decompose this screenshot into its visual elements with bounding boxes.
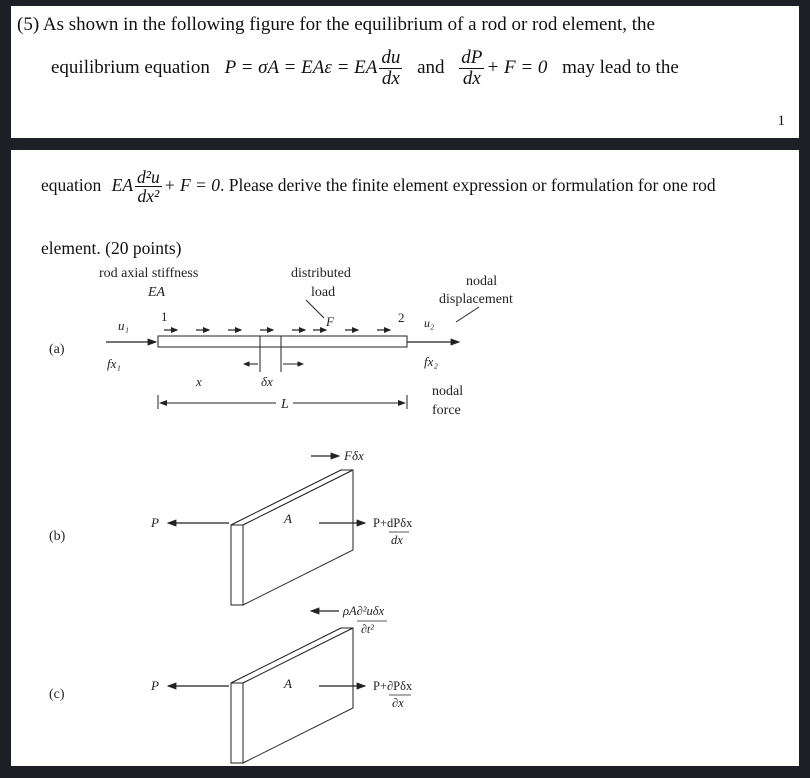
question-text-1: As shown in the following figure for the equilibrium of a rod or rod element, the (42, 14, 655, 35)
equation-1-fraction: $\frac{du}{dx}$ (381, 47, 401, 89)
equation-3-tail: + F = 0 (163, 174, 220, 195)
fig-a-u2: u₂ (424, 316, 435, 330)
fig-b-P: P (151, 515, 159, 530)
question-line-2 (51, 48, 679, 89)
rod-figure (11, 150, 799, 766)
fig-a-rod (158, 336, 407, 347)
fig-a-x: x (196, 374, 202, 389)
fig-c-top-den: ∂t² (361, 622, 374, 636)
fig-a-node2: 2 (398, 310, 405, 325)
fig-a-force-label-2: force (432, 403, 461, 418)
equation-2-tail: + F = 0 (486, 56, 548, 78)
fig-a-label: (a) (49, 342, 65, 357)
and-word: and (417, 56, 445, 78)
fig-c-label: (c) (49, 687, 65, 702)
question-text-2-pre: equilibrium equation (51, 56, 210, 78)
fig-b-right-den: dx (391, 533, 403, 547)
question-card-bottom (11, 150, 799, 766)
fig-b-label: (b) (49, 529, 66, 544)
fig-a-disp-pointer (456, 307, 479, 322)
fig-b-element-block (231, 470, 353, 605)
question-text-3-post: . Please derive the finite element expression or formulation for one rod (219, 174, 716, 195)
equation-3-lead: EA (111, 174, 134, 195)
question-card-top (11, 6, 799, 138)
question-line-1 (17, 14, 655, 36)
fig-c-A: A (284, 676, 292, 691)
equation-3-fraction: $\frac{\text{d²u}}{\text{dx²}}$ (137, 167, 160, 207)
fig-a-stiffness-label: rod axial stiffness (99, 266, 199, 281)
question-text-2-post: may lead to the (562, 56, 679, 78)
fig-a-u1: u₁ (118, 318, 130, 333)
equation-1: P = σA = EAε = EA (224, 56, 378, 78)
fig-a-fx2: fx₂ (424, 354, 438, 369)
question-line-4: element. (20 points) (41, 238, 182, 258)
fig-a-F: F (326, 314, 334, 329)
fig-c-element-block (231, 628, 353, 763)
fig-b-right-num: P+dPδx (373, 516, 413, 530)
fig-c-P: P (151, 678, 159, 693)
page-number: 1 (777, 113, 785, 129)
fig-c-right-num: P+∂Pδx (373, 679, 413, 693)
fig-a-disp-label-2: displacement (439, 292, 513, 307)
fig-a-stiffness-symbol: EA (148, 285, 166, 300)
fig-c-right-den: ∂x (392, 696, 404, 710)
fig-a-L: L (281, 397, 289, 412)
fig-a-dx: δx (261, 374, 273, 389)
fig-b-top-force: Fδx (344, 448, 364, 463)
fig-a-load-label-1: distributed (291, 266, 351, 281)
fig-a-disp-label-1: nodal (466, 274, 498, 289)
question-number: (5) (17, 14, 40, 35)
fig-a-load-label-2: load (311, 285, 336, 300)
equation-2-fraction: $\frac{dP}{dx}$ (461, 47, 483, 89)
fig-c-top-num: ρA∂²uδx (343, 604, 385, 618)
fig-a-load-pointer (306, 300, 324, 318)
fig-a-force-label-1: nodal (432, 384, 464, 399)
fig-a-fx1: fx₁ (107, 356, 121, 371)
fig-b-A: A (284, 511, 292, 526)
question-text-3-pre: equation (41, 174, 102, 195)
fig-a-node1: 1 (161, 309, 168, 324)
